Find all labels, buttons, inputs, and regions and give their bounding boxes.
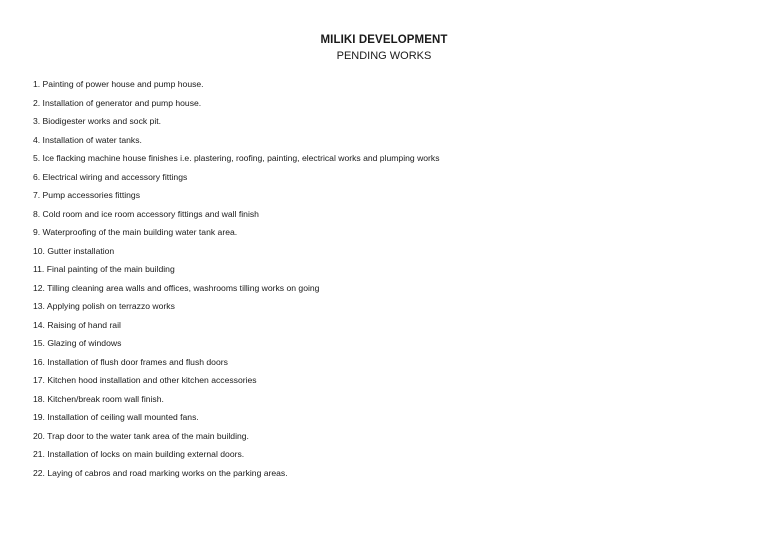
list-item: 20. Trap door to the water tank area of the main building. <box>33 430 249 441</box>
list-item: 18. Kitchen/break room wall finish. <box>33 393 164 404</box>
pending-works-list <box>33 75 440 482</box>
list-item: 8. Cold room and ice room accessory fittings and wall finish <box>33 208 259 219</box>
list-item: 3. Biodigester works and sock pit. <box>33 116 162 126</box>
document-title: MILIKI DEVELOPMENT <box>320 34 448 46</box>
list-item: 4. Installation of water tanks. <box>33 134 142 145</box>
list-item: 9. Waterproofing of the main building water tank area. <box>33 227 238 237</box>
list-item: 6. Electrical wiring and accessory fittings <box>33 171 188 182</box>
list-item: 1. Painting of power house and pump house. <box>33 79 204 89</box>
document-subtitle: PENDING WORKS <box>336 50 432 62</box>
list-item: 17. Kitchen hood installation and other kitchen accessories <box>33 375 257 385</box>
list-item: 21. Installation of locks on main building external doors. <box>33 449 245 459</box>
list-item: 13. Applying polish on terrazzo works <box>33 301 175 311</box>
list-item: 2. Installation of generator and pump house. <box>33 97 202 108</box>
list-item: 5. Ice flacking machine house finishes i.e. plastering, roofing, painting, electrical works and plumping works <box>33 153 440 163</box>
list-item: 11. Final painting of the main building <box>33 264 175 274</box>
document-header <box>0 33 768 64</box>
list-item: 19. Installation of ceiling wall mounted fans. <box>33 412 199 422</box>
list-item: 22. Laying of cabros and road marking works on the parking areas. <box>33 467 288 478</box>
list-item: 12. Tilling cleaning area walls and offices, washrooms tilling works on going <box>33 282 320 293</box>
list-item: 10. Gutter installation <box>33 245 115 256</box>
list-item: 14. Raising of hand rail <box>33 319 121 330</box>
list-item: 16. Installation of flush door frames and flush doors <box>33 356 228 367</box>
list-item: 15. Glazing of windows <box>33 338 122 348</box>
list-item: 7. Pump accessories fittings <box>33 190 140 200</box>
